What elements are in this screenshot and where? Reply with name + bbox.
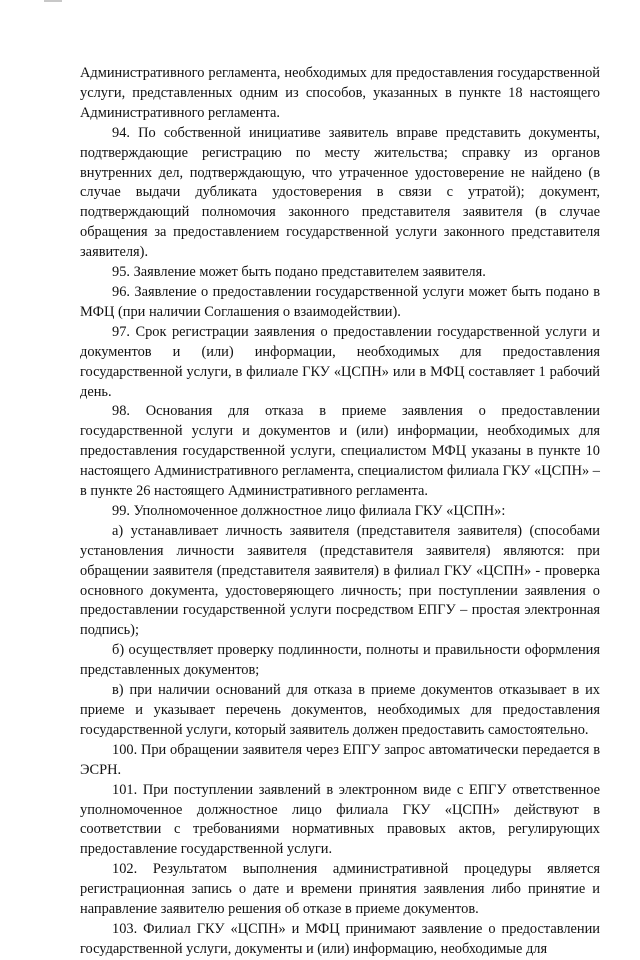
paragraph-103: 103. Филиал ГКУ «ЦСПН» и МФЦ принимают заявление о предоставлении государственной услуги, документы и (или) информацию, необходимые для — [80, 920, 600, 957]
paragraph-continuation: Административного регламента, необходимых для предоставления государственной услуги, представленных одним из способов, указанных в пункте 18 настоящего Административного регламента. — [80, 65, 600, 121]
paragraph-96: 96. Заявление о предоставлении государственной услуги может быть подано в МФЦ (при наличии Соглашения о взаимодействии). — [80, 283, 600, 320]
page-edge-mark — [44, 0, 62, 2]
paragraph-99: 99. Уполномоченное должностное лицо филиала ГКУ «ЦСПН»: — [112, 502, 506, 519]
paragraph-94: 94. По собственной инициативе заявитель вправе представить документы, подтверждающие регистрацию по месту жительства; справку из органов внутренних дел, подтверждающую, что утраченное удостоверение не найдено (в случае выдачи дубликата удостоверения в связи с утратой); документ, подтверждающий полномочия законного представителя заявителя (в случае обращения за предоставлением государственной услуги законного представителя заявителя). — [80, 124, 600, 261]
document-body — [80, 64, 600, 960]
paragraph-99-a: а) устанавливает личность заявителя (представителя заявителя) (способами установления личности заявителя (представителя заявителя) являются: при обращении заявителя (представителя заявителя) в филиал ГКУ «ЦСПН» - проверка основного документа, удостоверяющего личность; при поступлении заявления о предоставлении государственной услуги посредством ЕПГУ – простая электронная подпись); — [80, 522, 600, 639]
paragraph-97: 97. Срок регистрации заявления о предоставлении государственной услуги и документов и (или) информации, необходимых для предоставления государственной услуги, в филиале ГКУ «ЦСПН» или в МФЦ составляет 1 рабочий день. — [80, 323, 600, 400]
paragraph-99-b: б) осуществляет проверку подлинности, полноты и правильности оформления представленных документов; — [80, 642, 600, 679]
paragraph-98: 98. Основания для отказа в приеме заявления о предоставлении государственной услуги и документов и (или) информации, необходимых для предоставления государственной услуги, специалистом МФЦ указаны в пункте 10 настоящего Административного регламента, специалистом филиала ГКУ «ЦСПН» – в пункте 26 настоящего Административного регламента. — [80, 403, 600, 500]
paragraph-95: 95. Заявление может быть подано представителем заявителя. — [112, 264, 486, 281]
paragraph-101: 101. При поступлении заявлений в электронном виде с ЕПГУ ответственное уполномоченное должностное лицо филиала ГКУ «ЦСПН» действуют в соответствии с требованиями нормативных правовых актов, регулирующих предоставление государственной услуги. — [80, 781, 600, 858]
paragraph-99-v: в) при наличии оснований для отказа в приеме документов отказывает в их приеме и указывает перечень документов, необходимых для предоставления государственной услуги, который заявитель должен предоставить самостоятельно. — [80, 682, 600, 738]
paragraph-100: 100. При обращении заявителя через ЕПГУ запрос автоматически передается в ЭСРН. — [80, 741, 600, 778]
paragraph-102: 102. Результатом выполнения административной процедуры является регистрационная запись о дате и времени принятия заявления либо принятие и направление заявителю решения об отказе в приеме документов. — [80, 861, 600, 918]
